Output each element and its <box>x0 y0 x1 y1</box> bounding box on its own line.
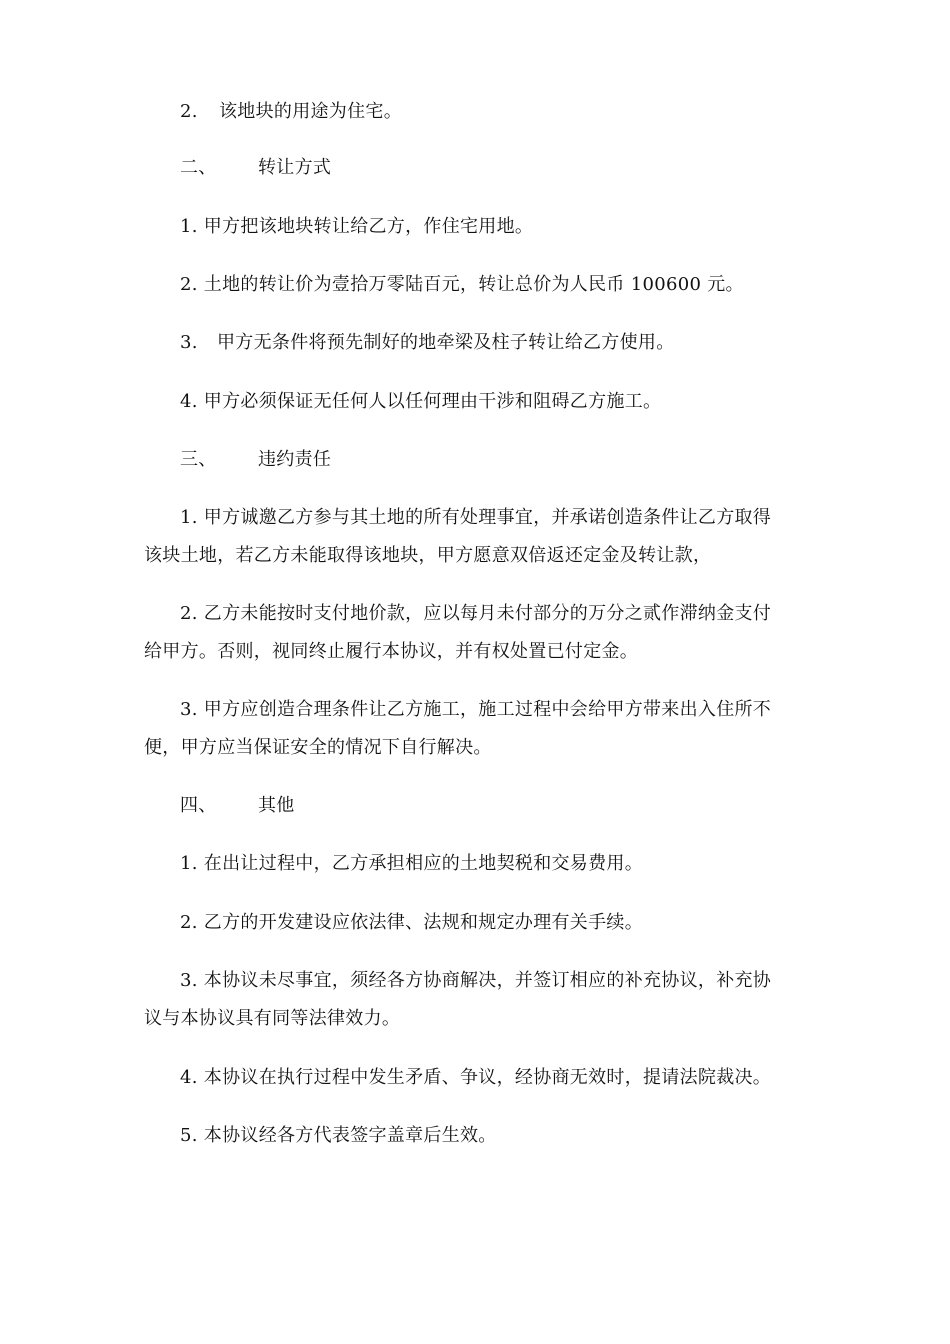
paragraph-line: 2. 乙方未能按时支付地价款，应以每月未付部分的万分之贰作滞纳金支付 <box>180 603 772 624</box>
section-number: 三、 <box>180 449 217 470</box>
paragraph: 1. 甲方把该地块转让给乙方，作住宅用地。 <box>180 216 534 237</box>
paragraph: 4. 本协议在执行过程中发生矛盾、争议，经协商无效时，提请法院裁决。 <box>180 1067 772 1088</box>
item-number: 3. <box>180 332 198 353</box>
paragraph: 甲方无条件将预先制好的地牵梁及柱子转让给乙方使用。 <box>217 332 675 353</box>
paragraph-line: 3. 本协议未尽事宜，须经各方协商解决，并签订相应的补充协议，补充协 <box>180 970 772 991</box>
paragraph-line: 便，甲方应当保证安全的情况下自行解决。 <box>144 737 492 758</box>
paragraph: 2. 乙方的开发建设应依法律、法规和规定办理有关手续。 <box>180 912 643 933</box>
paragraph: 5. 本协议经各方代表签字盖章后生效。 <box>180 1125 497 1146</box>
paragraph-line: 1. 甲方诚邀乙方参与其土地的所有处理事宜，并承诺创造条件让乙方取得 <box>180 507 772 528</box>
paragraph-line: 议与本协议具有同等法律效力。 <box>144 1008 401 1029</box>
paragraph-line: 3. 甲方应创造合理条件让乙方施工，施工过程中会给甲方带来出入住所不 <box>180 699 772 720</box>
paragraph-line: 该块土地，若乙方未能取得该地块，甲方愿意双倍返还定金及转让款， <box>144 545 712 566</box>
paragraph: 4. 甲方必须保证无任何人以任何理由干涉和阻碍乙方施工。 <box>180 391 662 412</box>
section-title: 转让方式 <box>258 157 332 178</box>
item-number: 2. <box>180 101 198 122</box>
paragraph: 1. 在出让过程中，乙方承担相应的土地契税和交易费用。 <box>180 853 643 874</box>
section-number: 二、 <box>180 157 217 178</box>
section-number: 四、 <box>180 795 217 816</box>
section-title: 违约责任 <box>258 449 332 470</box>
section-title: 其他 <box>258 795 295 816</box>
paragraph: 2. 土地的转让价为壹拾万零陆百元，转让总价为人民币 100600 元。 <box>180 274 744 295</box>
item-text: 该地块的用途为住宅。 <box>219 101 402 122</box>
paragraph-line: 给甲方。否则，视同终止履行本协议，并有权处置已付定金。 <box>144 641 639 662</box>
